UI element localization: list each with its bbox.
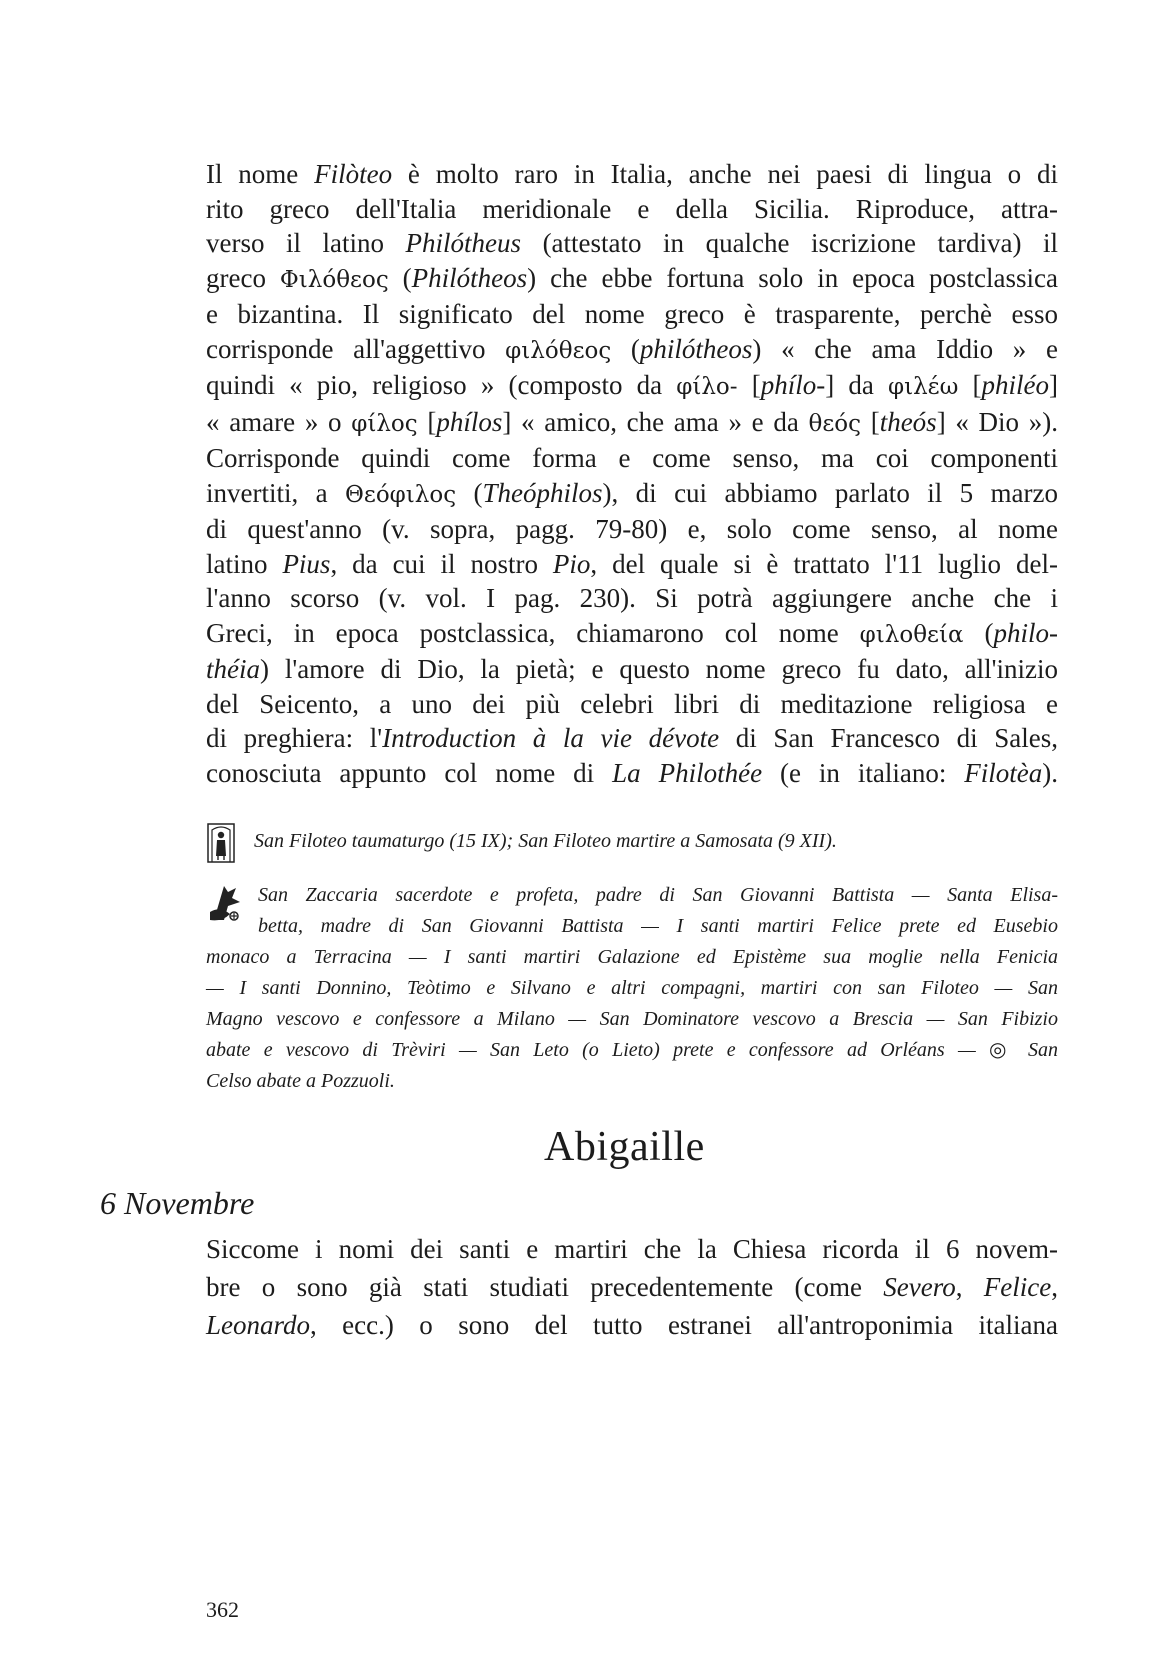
text-line: e bizantina. Il significato del nome greco è trasparente, perchè esso [206,299,1058,329]
text-line: bre o sono già stati studiati precedentemente (come Severo, Felice, [206,1272,1058,1302]
text-line: Siccome i nomi dei santi e martiri che la Chiesa ricorda il 6 novem- [206,1234,1058,1264]
text-line: rito greco dell'Italia meridionale e della Sicilia. Riproduce, attra- [206,193,1058,224]
text-line: Greci, in epoca postclassica, chiamarono col nome φιλοθεία (philo- [206,617,1058,648]
saint-figure-icon [206,822,238,864]
text-line: del Seicento, a uno dei più celebri libri di meditazione religiosa e [206,688,1058,719]
text-line: corrisponde all'aggettivo φιλόθεος (philótheos) « che ama Iddio » e [206,333,1058,364]
text-line: « amare » o φίλος [phílos] « amico, che ama » e da θεός [theós] « Dio »). [206,406,1058,437]
martyrology-text [206,880,1058,1097]
bird-emblem-icon [206,880,244,926]
text-line: abate e vescovo di Trèviri — San Leto (o Lieto) prete e confessore ad Orléans — ◎ San [206,1039,1058,1061]
text-line: San Zaccaria sacerdote e profeta, padre di San Giovanni Battista — Santa Elisa- [258,884,1058,906]
text-line: Il nome Filòteo è molto raro in Italia, anche nei paesi di lingua o di [206,159,1058,189]
text-line: di quest'anno (v. sopra, pagg. 79-80) e, solo come senso, al nome [206,514,1058,544]
text-line: monaco a Terracina — I santi martiri Galazione ed Epistème sua moglie nella Fenicia [206,946,1058,968]
text-line: verso il latino Philótheus (attestato in qualche iscrizione tardiva) il [206,228,1058,258]
text-line: di preghiera: l'Introduction à la vie dévote di San Francesco di Sales, [206,723,1058,753]
saint-note-text: San Filoteo taumaturgo (15 IX); San Filoteo martire a Samosata (9 XII). [254,830,837,852]
text-line: théia) l'amore di Dio, la pietà; e questo nome greco fu dato, all'inizio [206,654,1058,684]
text-line: Leonardo, ecc.) o sono del tutto estranei all'antroponimia italiana [206,1310,1058,1340]
text-line: l'anno scorso (v. vol. I pag. 230). Si potrà aggiungere anche che i [206,583,1058,613]
text-line: Celso abate a Pozzuoli. [206,1070,395,1092]
text-line: invertiti, a Θεόφιλος (Theóphilos), di cui abbiamo parlato il 5 marzo [206,477,1059,508]
saint-note [206,822,1058,864]
text-line: Magno vescovo e confessore a Milano — San Dominatore vescovo a Brescia — San Fibizio [206,1008,1058,1030]
section-heading: Abigaille [544,1124,705,1170]
second-paragraph [206,1230,1058,1344]
text-line: Corrisponde quindi come forma e come senso, ma coi componenti [206,443,1058,473]
martyrology-note [206,880,1058,1097]
text-line: conosciuta appunto col nome di La Philothée (e in italiano: Filotèa). [206,757,1058,788]
text-line: latino Pius, da cui il nostro Pio, del quale si è trattato l'11 luglio del- [206,548,1058,579]
main-paragraph [206,157,1058,790]
text-line: quindi « pio, religioso » (composto da φίλο- [phílo-] da φιλέω [philéo] [206,370,1058,400]
date-label: 6 Novembre [100,1185,255,1221]
text-line: betta, madre di San Giovanni Battista — I santi martiri Felice prete ed Eusebio [258,915,1058,937]
text-line: — I santi Donnino, Teòtimo e Silvano e altri compagni, martiri con san Filoteo — San [206,977,1058,999]
text-line: greco Φιλόθεος (Philótheos) che ebbe fortuna solo in epoca postclassica [206,262,1058,293]
page-number: 362 [206,1597,239,1622]
